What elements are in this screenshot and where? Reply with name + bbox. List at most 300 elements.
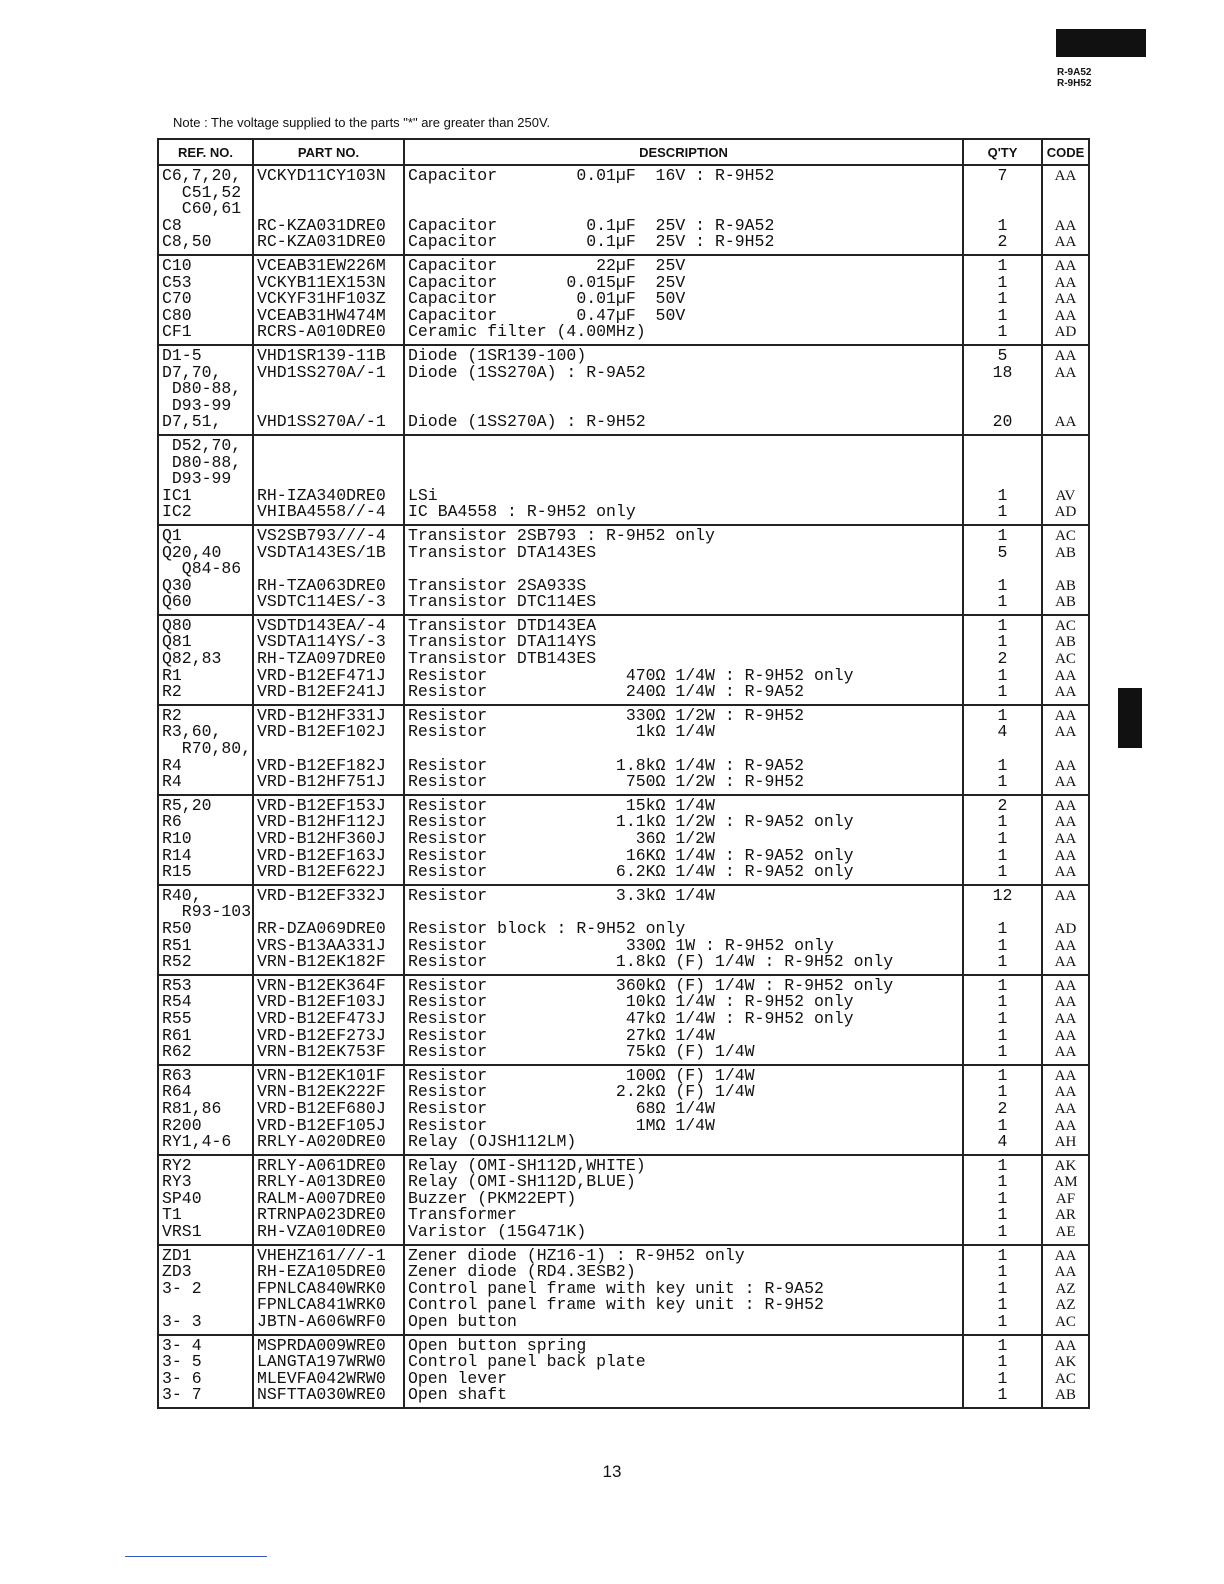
part-no: VRD-B12HF112J bbox=[257, 812, 386, 832]
description: Open lever bbox=[408, 1368, 508, 1388]
ref-no-cell bbox=[158, 1245, 253, 1335]
part-no: VRD-B12EF622J bbox=[257, 862, 386, 882]
part-no-cell bbox=[253, 795, 404, 885]
ref-no: 3- 5 bbox=[162, 1352, 202, 1372]
quantity: 1 bbox=[997, 1082, 1008, 1102]
quantity: 1 bbox=[997, 575, 1008, 595]
price-code: AA bbox=[1054, 1117, 1077, 1134]
price-code: AZ bbox=[1055, 1280, 1076, 1297]
ref-no: 3- 2 bbox=[162, 1278, 202, 1298]
description: Resistor 3.3kΩ 1/4W bbox=[408, 885, 715, 905]
price-code: AA bbox=[1054, 994, 1077, 1011]
part-no: VRD-B12EF105J bbox=[257, 1115, 386, 1135]
qty-cell bbox=[963, 885, 1042, 975]
description: IC BA4558 : R-9H52 only bbox=[408, 502, 636, 522]
ref-no: C6,7,20, C51,52 C60,61 bbox=[162, 166, 242, 219]
description: Transistor DTC114ES bbox=[408, 592, 597, 612]
quantity: 1 bbox=[997, 592, 1008, 612]
description: Capacitor 0.01µF 50V bbox=[408, 289, 686, 309]
table-row bbox=[158, 1065, 1089, 1155]
corner-black-tab bbox=[1056, 29, 1146, 57]
part-no-cell bbox=[253, 885, 404, 975]
part-no: RRLY-A013DRE0 bbox=[257, 1172, 386, 1192]
description: Resistor 1MΩ 1/4W bbox=[408, 1115, 715, 1135]
part-no: VRD-B12EF103J bbox=[257, 992, 386, 1012]
price-code: AA bbox=[1054, 1044, 1077, 1061]
part-no: VHD1SS270A/-1 bbox=[257, 412, 386, 432]
part-no: RALM-A007DRE0 bbox=[257, 1188, 386, 1208]
description: Capacitor 0.015µF 25V bbox=[408, 272, 686, 292]
quantity: 1 bbox=[997, 485, 1008, 505]
footer-rule bbox=[125, 1556, 267, 1557]
quantity: 1 bbox=[997, 1368, 1008, 1388]
ref-no: R51 bbox=[162, 935, 192, 955]
quantity: 1 bbox=[997, 1155, 1008, 1175]
ref-no: Q60 bbox=[162, 592, 192, 612]
price-code: AA bbox=[1054, 1100, 1077, 1117]
part-no-cell bbox=[253, 615, 404, 705]
quantity: 1 bbox=[997, 502, 1008, 522]
quantity: 1 bbox=[997, 1025, 1008, 1045]
part-no: VRN-B12EK364F bbox=[257, 975, 386, 995]
part-no: FPNLCA840WRK0 bbox=[257, 1278, 386, 1298]
ref-no: R52 bbox=[162, 952, 192, 972]
ref-no-cell bbox=[158, 435, 253, 525]
quantity: 2 bbox=[997, 795, 1008, 815]
price-code: AA bbox=[1054, 667, 1077, 684]
part-no: MSPRDA009WRE0 bbox=[257, 1335, 386, 1355]
part-no: VSDTC114ES/-3 bbox=[257, 592, 386, 612]
price-code: AA bbox=[1054, 217, 1077, 234]
price-code: AA bbox=[1054, 168, 1077, 184]
quantity: 1 bbox=[997, 952, 1008, 972]
quantity: 1 bbox=[997, 1222, 1008, 1242]
part-no-cell bbox=[253, 705, 404, 795]
ref-no: R54 bbox=[162, 992, 192, 1012]
description: Open button bbox=[408, 1312, 517, 1332]
price-code: AA bbox=[1054, 707, 1077, 724]
price-code: AV bbox=[1055, 487, 1076, 504]
ref-no-cell bbox=[158, 165, 253, 255]
price-code: AB bbox=[1055, 1387, 1076, 1404]
price-code: AR bbox=[1055, 1207, 1076, 1224]
code-cell bbox=[1042, 1245, 1089, 1335]
quantity: 1 bbox=[997, 918, 1008, 938]
part-no: VRD-B12EF332J bbox=[257, 885, 386, 905]
description: Diode (1SS270A) : R-9A52 bbox=[408, 362, 646, 382]
price-code: AA bbox=[1054, 1264, 1077, 1281]
part-no bbox=[257, 438, 400, 488]
description-cell bbox=[404, 1245, 963, 1335]
quantity: 1 bbox=[997, 862, 1008, 882]
description: Resistor 75kΩ (F) 1/4W bbox=[408, 1042, 755, 1062]
table-row bbox=[158, 345, 1089, 435]
quantity: 1 bbox=[997, 1115, 1008, 1135]
ref-no: RY2 bbox=[162, 1155, 192, 1175]
description-cell bbox=[404, 705, 963, 795]
price-code: AK bbox=[1054, 1354, 1077, 1371]
part-no: RTRNPA023DRE0 bbox=[257, 1205, 386, 1225]
quantity: 1 bbox=[997, 682, 1008, 702]
part-no: VRD-B12EF471J bbox=[257, 665, 386, 685]
code-cell bbox=[1042, 975, 1089, 1065]
price-code: AA bbox=[1054, 757, 1077, 774]
description: Relay (OMI-SH112D,BLUE) bbox=[408, 1172, 636, 1192]
qty-cell bbox=[963, 255, 1042, 345]
price-code: AC bbox=[1055, 1370, 1076, 1387]
part-no: RRLY-A020DRE0 bbox=[257, 1132, 386, 1152]
part-no: VCEAB31HW474M bbox=[257, 305, 386, 325]
description: Resistor 1.8kΩ (F) 1/4W : R-9H52 only bbox=[408, 952, 894, 972]
ref-no-cell bbox=[158, 975, 253, 1065]
part-no: VSDTA143ES/1B bbox=[257, 542, 386, 562]
part-no-cell bbox=[253, 1335, 404, 1408]
qty-cell bbox=[963, 1155, 1042, 1245]
quantity: 4 bbox=[997, 1132, 1008, 1152]
description: Resistor block : R-9H52 only bbox=[408, 918, 686, 938]
code-cell bbox=[1042, 255, 1089, 345]
part-no-cell bbox=[253, 975, 404, 1065]
description-cell bbox=[404, 795, 963, 885]
table-row bbox=[158, 975, 1089, 1065]
quantity: 5 bbox=[997, 542, 1008, 562]
column-header-qty: Q'TY bbox=[963, 139, 1042, 165]
price-code: AB bbox=[1055, 634, 1076, 651]
table-row bbox=[158, 615, 1089, 705]
table-row bbox=[158, 435, 1089, 525]
qty-cell bbox=[963, 345, 1042, 435]
description: Resistor 47kΩ 1/4W : R-9H52 only bbox=[408, 1008, 854, 1028]
model-number: R-9A52 bbox=[1057, 67, 1092, 78]
ref-no-cell bbox=[158, 1065, 253, 1155]
ref-no: Q1 bbox=[162, 525, 182, 545]
price-code: AA bbox=[1054, 724, 1077, 741]
quantity: 1 bbox=[997, 305, 1008, 325]
description: Resistor 16KΩ 1/4W : R-9A52 only bbox=[408, 845, 854, 865]
quantity: 1 bbox=[997, 845, 1008, 865]
ref-no: R4 bbox=[162, 755, 182, 775]
quantity: 18 bbox=[992, 362, 1013, 382]
price-code: AA bbox=[1054, 291, 1077, 308]
price-code: AA bbox=[1054, 887, 1077, 904]
price-code: AA bbox=[1054, 307, 1077, 324]
ref-no: Q30 bbox=[162, 575, 192, 595]
part-no: RH-VZA010DRE0 bbox=[257, 1222, 386, 1242]
description: Control panel frame with key unit : R-9H52 bbox=[408, 1295, 824, 1315]
description: Relay (OMI-SH112D,WHITE) bbox=[408, 1155, 646, 1175]
part-no: VRD-B12EF241J bbox=[257, 682, 386, 702]
quantity: 1 bbox=[997, 255, 1008, 275]
part-no: VRD-B12HF751J bbox=[257, 772, 386, 792]
ref-no-cell bbox=[158, 255, 253, 345]
description: Transistor DTA114YS bbox=[408, 632, 597, 652]
column-header-part-no: PART NO. bbox=[253, 139, 404, 165]
quantity: 2 bbox=[997, 232, 1008, 252]
part-no: MLEVFA042WRW0 bbox=[257, 1368, 386, 1388]
table-row bbox=[158, 885, 1089, 975]
description: Capacitor 22µF 25V bbox=[408, 255, 686, 275]
price-code: AA bbox=[1054, 977, 1077, 994]
part-no: VSDTD143EA/-4 bbox=[257, 615, 386, 635]
price-code: AD bbox=[1054, 324, 1077, 341]
ref-no: IC1 bbox=[162, 485, 192, 505]
qty-cell bbox=[963, 165, 1042, 255]
price-code: AA bbox=[1054, 831, 1077, 848]
ref-no: C10 bbox=[162, 255, 192, 275]
description: Resistor 100Ω (F) 1/4W bbox=[408, 1065, 755, 1085]
ref-no: R81,86 bbox=[162, 1098, 222, 1118]
part-no: RH-IZA340DRE0 bbox=[257, 485, 386, 505]
description: Zener diode (HZ16-1) : R-9H52 only bbox=[408, 1245, 745, 1265]
price-code: AK bbox=[1054, 1157, 1077, 1174]
ref-no: 3- 6 bbox=[162, 1368, 202, 1388]
table-row bbox=[158, 255, 1089, 345]
description-cell bbox=[404, 1335, 963, 1408]
price-code: AA bbox=[1054, 234, 1077, 251]
description: Transformer bbox=[408, 1205, 517, 1225]
code-cell bbox=[1042, 525, 1089, 615]
part-no-cell bbox=[253, 1065, 404, 1155]
price-code: AA bbox=[1054, 797, 1077, 814]
part-no-cell bbox=[253, 345, 404, 435]
description: Capacitor 0.1µF 25V : R-9H52 bbox=[408, 232, 775, 252]
section-side-tab bbox=[1118, 688, 1142, 748]
ref-no: R10 bbox=[162, 829, 192, 849]
quantity: 1 bbox=[997, 1245, 1008, 1265]
price-code: AA bbox=[1054, 1337, 1077, 1354]
ref-no: R40, R93-103 bbox=[162, 885, 252, 922]
quantity: 1 bbox=[997, 289, 1008, 309]
part-no: VCKYD11CY103N bbox=[257, 166, 386, 185]
column-header-description: DESCRIPTION bbox=[404, 139, 963, 165]
ref-no-cell bbox=[158, 1155, 253, 1245]
part-no: VHD1SR139-11B bbox=[257, 345, 386, 365]
part-no: VRD-B12EF182J bbox=[257, 755, 386, 775]
description: Diode (1SR139-100) bbox=[408, 345, 587, 365]
price-code: AC bbox=[1055, 617, 1076, 634]
description-cell bbox=[404, 885, 963, 975]
ref-no-cell bbox=[158, 615, 253, 705]
part-no: LANGTA197WRW0 bbox=[257, 1352, 386, 1372]
ref-no: 3- 4 bbox=[162, 1335, 202, 1355]
price-code: AA bbox=[1054, 1084, 1077, 1101]
qty-cell bbox=[963, 615, 1042, 705]
ref-no: D7,51, bbox=[162, 412, 222, 432]
part-no: RH-TZA097DRE0 bbox=[257, 649, 386, 669]
ref-no: IC2 bbox=[162, 502, 192, 522]
description: Varistor (15G471K) bbox=[408, 1222, 587, 1242]
part-no: RRLY-A061DRE0 bbox=[257, 1155, 386, 1175]
part-no: VRD-B12EF102J bbox=[257, 722, 386, 742]
code-cell bbox=[1042, 795, 1089, 885]
description: Resistor 1.8kΩ 1/4W : R-9A52 bbox=[408, 755, 805, 775]
ref-no: Q80 bbox=[162, 615, 192, 635]
description: Capacitor 0.01µF 16V : R-9H52 bbox=[408, 166, 775, 185]
description: Resistor 27kΩ 1/4W bbox=[408, 1025, 715, 1045]
quantity: 1 bbox=[997, 829, 1008, 849]
code-cell bbox=[1042, 615, 1089, 705]
table-row bbox=[158, 1245, 1089, 1335]
price-code: AM bbox=[1053, 1174, 1078, 1191]
description: Resistor 2.2kΩ (F) 1/4W bbox=[408, 1082, 755, 1102]
ref-no: C8,50 bbox=[162, 232, 212, 252]
price-code: AA bbox=[1054, 1067, 1077, 1084]
ref-no-cell bbox=[158, 795, 253, 885]
part-no: VHD1SS270A/-1 bbox=[257, 362, 386, 382]
ref-no: C80 bbox=[162, 305, 192, 325]
quantity: 1 bbox=[997, 812, 1008, 832]
price-code: AB bbox=[1055, 544, 1076, 561]
qty-cell bbox=[963, 1065, 1042, 1155]
ref-no: CF1 bbox=[162, 322, 192, 342]
code-cell bbox=[1042, 885, 1089, 975]
quantity: 1 bbox=[997, 1295, 1008, 1315]
table-row bbox=[158, 795, 1089, 885]
part-no: VSDTA114YS/-3 bbox=[257, 632, 386, 652]
part-no: VS2SB793///-4 bbox=[257, 525, 386, 545]
description-cell bbox=[404, 165, 963, 255]
part-no: VHEHZ161///-1 bbox=[257, 1245, 386, 1265]
quantity: 1 bbox=[997, 1312, 1008, 1332]
ref-no: R6 bbox=[162, 812, 182, 832]
description-cell bbox=[404, 1155, 963, 1245]
ref-no: SP40 bbox=[162, 1188, 202, 1208]
quantity: 1 bbox=[997, 975, 1008, 995]
description: Resistor 1kΩ 1/4W bbox=[408, 722, 715, 742]
quantity: 1 bbox=[997, 615, 1008, 635]
price-code: AA bbox=[1054, 274, 1077, 291]
quantity: 5 bbox=[997, 345, 1008, 365]
quantity: 1 bbox=[997, 632, 1008, 652]
part-no: VHIBA4558//-4 bbox=[257, 502, 386, 522]
part-no: VRN-B12EK222F bbox=[257, 1082, 386, 1102]
ref-no: R50 bbox=[162, 918, 192, 938]
price-code bbox=[1046, 438, 1085, 488]
part-no: JBTN-A606WRF0 bbox=[257, 1312, 386, 1332]
column-header-code: CODE bbox=[1042, 139, 1089, 165]
description-cell bbox=[404, 345, 963, 435]
quantity bbox=[967, 438, 1038, 488]
description-cell bbox=[404, 435, 963, 525]
part-no-cell bbox=[253, 255, 404, 345]
ref-no-cell bbox=[158, 1335, 253, 1408]
ref-no: R53 bbox=[162, 975, 192, 995]
part-no-cell bbox=[253, 165, 404, 255]
ref-no: R3,60, R70,80, bbox=[162, 722, 252, 759]
quantity: 1 bbox=[997, 935, 1008, 955]
ref-no-cell bbox=[158, 525, 253, 615]
code-cell bbox=[1042, 705, 1089, 795]
ref-no: VRS1 bbox=[162, 1222, 202, 1242]
part-no: VCEAB31EW226M bbox=[257, 255, 386, 275]
part-no: RR-DZA069DRE0 bbox=[257, 918, 386, 938]
part-no: VRD-B12EF163J bbox=[257, 845, 386, 865]
quantity: 1 bbox=[997, 1042, 1008, 1062]
description: Open shaft bbox=[408, 1385, 508, 1405]
quantity: 1 bbox=[997, 525, 1008, 545]
qty-cell bbox=[963, 1335, 1042, 1408]
ref-no-cell bbox=[158, 885, 253, 975]
part-no: RC-KZA031DRE0 bbox=[257, 215, 386, 235]
price-code: AA bbox=[1054, 847, 1077, 864]
code-cell bbox=[1042, 1155, 1089, 1245]
description: Resistor 750Ω 1/2W : R-9H52 bbox=[408, 772, 805, 792]
price-code: AA bbox=[1054, 684, 1077, 701]
part-no: VCKYB11EX153N bbox=[257, 272, 386, 292]
quantity: 1 bbox=[997, 322, 1008, 342]
part-no: FPNLCA841WRK0 bbox=[257, 1295, 386, 1315]
model-numbers bbox=[1057, 67, 1091, 89]
price-code: AD bbox=[1054, 504, 1077, 521]
quantity: 1 bbox=[997, 1262, 1008, 1282]
quantity: 2 bbox=[997, 649, 1008, 669]
ref-no: C53 bbox=[162, 272, 192, 292]
description: Open button spring bbox=[408, 1335, 587, 1355]
ref-no: R62 bbox=[162, 1042, 192, 1062]
ref-no-cell bbox=[158, 345, 253, 435]
quantity: 12 bbox=[992, 885, 1013, 905]
price-code: AE bbox=[1055, 1224, 1076, 1241]
ref-no: 3- 3 bbox=[162, 1312, 202, 1332]
description: Resistor 36Ω 1/2W bbox=[408, 829, 715, 849]
description: Resistor 68Ω 1/4W bbox=[408, 1098, 715, 1118]
ref-no: ZD1 bbox=[162, 1245, 192, 1265]
model-number: R-9H52 bbox=[1057, 78, 1092, 89]
ref-no: R200 bbox=[162, 1115, 202, 1135]
ref-no: R63 bbox=[162, 1065, 192, 1085]
description: Resistor 15kΩ 1/4W bbox=[408, 795, 715, 815]
description: Resistor 6.2KΩ 1/4W : R-9A52 only bbox=[408, 862, 854, 882]
price-code: AA bbox=[1054, 954, 1077, 971]
quantity: 1 bbox=[997, 1352, 1008, 1372]
part-no: RC-KZA031DRE0 bbox=[257, 232, 386, 252]
qty-cell bbox=[963, 435, 1042, 525]
price-code: AF bbox=[1055, 1190, 1076, 1207]
code-cell bbox=[1042, 345, 1089, 435]
description: Control panel back plate bbox=[408, 1352, 646, 1372]
voltage-note: Note : The voltage supplied to the parts "*" are greater than 250V. bbox=[173, 115, 551, 130]
quantity: 1 bbox=[997, 1205, 1008, 1225]
description: Ceramic filter (4.00MHz) bbox=[408, 322, 646, 342]
description-cell bbox=[404, 1065, 963, 1155]
price-code: AA bbox=[1054, 414, 1077, 431]
ref-no: C8 bbox=[162, 215, 182, 235]
ref-no: RY3 bbox=[162, 1172, 192, 1192]
description: Transistor DTA143ES bbox=[408, 542, 597, 562]
ref-no: D7,70, D80-88, D93-99 bbox=[162, 362, 242, 415]
part-no: VRN-B12EK753F bbox=[257, 1042, 386, 1062]
quantity: 1 bbox=[997, 1172, 1008, 1192]
price-code: AA bbox=[1054, 1247, 1077, 1264]
description: Resistor 470Ω 1/4W : R-9H52 only bbox=[408, 665, 854, 685]
ref-no: R5,20 bbox=[162, 795, 212, 815]
description: Zener diode (RD4.3ESB2) bbox=[408, 1262, 636, 1282]
price-code: AA bbox=[1054, 1010, 1077, 1027]
ref-no: ZD3 bbox=[162, 1262, 192, 1282]
description: Transistor DTB143ES bbox=[408, 649, 597, 669]
ref-no: Q82,83 bbox=[162, 649, 222, 669]
table-row bbox=[158, 1335, 1089, 1408]
qty-cell bbox=[963, 795, 1042, 885]
quantity: 1 bbox=[997, 1008, 1008, 1028]
quantity: 1 bbox=[997, 1278, 1008, 1298]
part-no: VRN-B12EK101F bbox=[257, 1065, 386, 1085]
table-header-row bbox=[158, 139, 1089, 165]
part-no: VCKYF31HF103Z bbox=[257, 289, 386, 309]
description-cell bbox=[404, 615, 963, 705]
price-code: AA bbox=[1054, 364, 1077, 381]
description: Buzzer (PKM22EPT) bbox=[408, 1188, 577, 1208]
